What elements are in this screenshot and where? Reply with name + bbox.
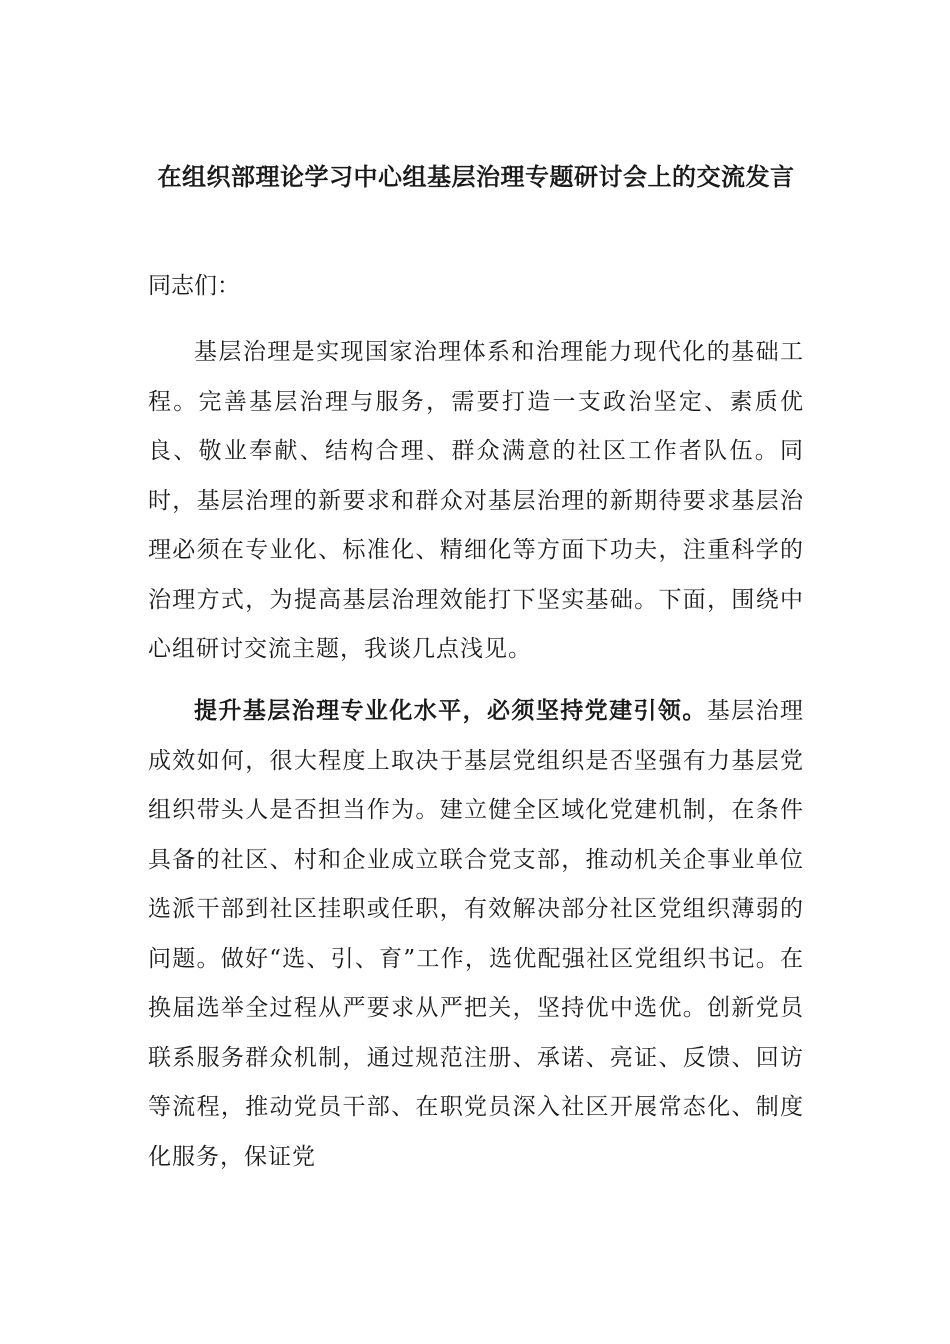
paragraph-lead-sentence: 提升基层治理专业化水平，必须坚持党建引领。 bbox=[194, 697, 707, 724]
document-title: 在组织部理论学习中心组基层治理专题研讨会上的交流发言 bbox=[157, 162, 795, 191]
salutation: 同志们： bbox=[148, 273, 240, 299]
paragraph-text: 基层治理成效如何，很大程度上取决于基层党组织是否坚强有力基层党组织带头人是否担当作为。建立健全区域化党建机制，在条件具备的社区、村和企业成立联合党支部，推动机关企事业单位选派干部到社区挂职或任职，有效解决部分社区党组织薄弱的问题。做好“选、引、育”工作，选优配强社区党组织书记。在换届选举全过程从严要求从严把关，坚持优中选优。创新党员联系服务群众机制，通过规范注册、承诺、亮证、反馈、回访等流程，推动党员干部、在职党员深入社区开展常态化、制度化服务，保证党 bbox=[148, 698, 805, 1170]
body-paragraph bbox=[148, 686, 804, 1182]
body-paragraph bbox=[148, 328, 804, 675]
paragraph-text: 基层治理是实现国家治理体系和治理能力现代化的基础工程。完善基层治理与服务，需要打造一支政治坚定、素质优良、敬业奉献、结构合理、群众满意的社区工作者队伍。同时，基层治理的新要求和群众对基层治理的新期待要求基层治理必须在专业化、标准化、精细化等方面下功夫，注重科学的治理方式，为提高基层治理效能打下坚实基础。下面，围绕中心组研讨交流主题，我谈几点浅见。 bbox=[148, 339, 804, 662]
